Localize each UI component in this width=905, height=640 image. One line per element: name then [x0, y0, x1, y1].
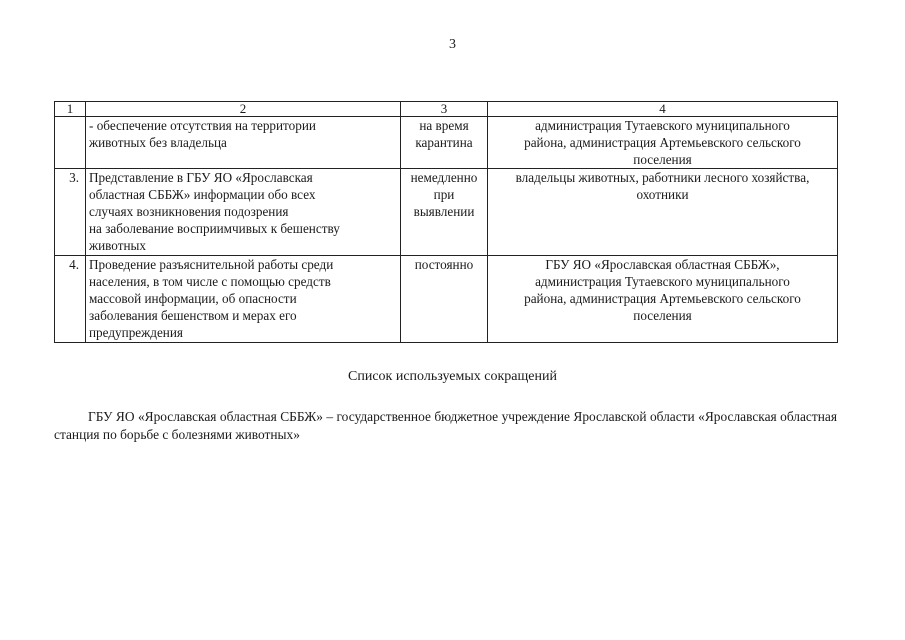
row-number: 4. [55, 256, 86, 343]
column-header: 1 [55, 102, 86, 117]
term-cell: на время карантина [401, 117, 488, 169]
abbreviations-title: Список используемых сокращений [348, 369, 557, 384]
table-row [55, 117, 838, 169]
measure-cell: Представление в ГБУ ЯО «Ярославская областная СББЖ» информации обо всех случаях возникновения подозрения на заболевание восприимчивых к бешенству животных [86, 169, 401, 256]
measure-cell: - обеспечение отсутствия на территории животных без владельца [86, 117, 401, 169]
row-number [55, 117, 86, 169]
row-number: 3. [55, 169, 86, 256]
measure-cell: Проведение разъяснительной работы среди населения, в том числе с помощью средств массовой информации, об опасности заболевания бешенством и мерах его предупреждения [86, 256, 401, 343]
page-number: 3 [449, 37, 456, 52]
term-cell: немедленно при выявлении [401, 169, 488, 256]
table-row [55, 169, 838, 256]
responsible-cell: ГБУ ЯО «Ярославская областная СББЖ», администрация Тутаевского муниципального района, администрация Артемьевского сельского поселения [488, 256, 838, 343]
column-header: 4 [488, 102, 838, 117]
column-header: 3 [401, 102, 488, 117]
responsible-cell: администрация Тутаевского муниципального района, администрация Артемьевского сельского поселения [488, 117, 838, 169]
abbreviations-text: ГБУ ЯО «Ярославская областная СББЖ» – государственное бюджетное учреждение Ярославской области «Ярославская областная станция по борьбе с болезнями животных» [54, 409, 837, 442]
measures-table [54, 101, 838, 343]
column-header: 2 [86, 102, 401, 117]
table-header-row [55, 102, 838, 117]
table-row [55, 256, 838, 343]
responsible-cell: владельцы животных, работники лесного хозяйства, охотники [488, 169, 838, 256]
term-cell: постоянно [401, 256, 488, 343]
